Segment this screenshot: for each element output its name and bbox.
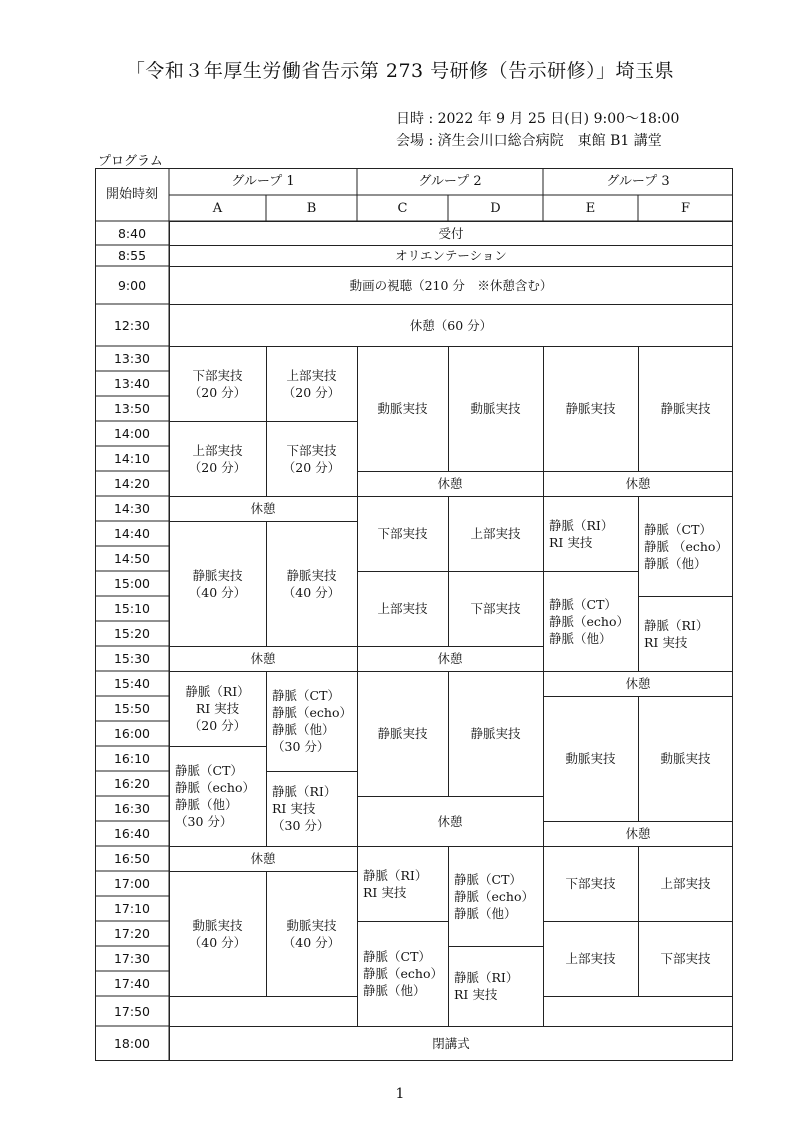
activity-cell-text: 下部実技 <box>565 876 616 891</box>
time-cell <box>95 996 169 1026</box>
activity-cell-text: 静脈（CT） 静脈（echo） 静脈（他） <box>454 871 534 921</box>
time-cell <box>95 746 169 771</box>
activity-cell <box>169 221 733 245</box>
time-cell <box>95 421 169 446</box>
activity-cell <box>357 346 448 471</box>
time-cell-text: 18:00 <box>113 1036 151 1051</box>
activity-cell <box>448 846 543 946</box>
time-cell-text: 14:40 <box>113 526 151 541</box>
activity-cell-text: 休憩 <box>250 651 276 666</box>
time-cell <box>95 946 169 971</box>
time-cell <box>95 971 169 996</box>
activity-cell-text: オリエンテーション <box>395 248 507 263</box>
header-group-1 <box>169 168 357 195</box>
time-cell-text: 16:50 <box>113 851 151 866</box>
activity-cell <box>169 304 733 346</box>
activity-cell-text: 動脈実技 <box>470 401 521 416</box>
time-cell <box>95 546 169 571</box>
page-number: 1 <box>395 1086 405 1102</box>
activity-cell <box>638 596 733 671</box>
activity-cell-text: 上部実技 <box>377 601 428 616</box>
time-cell-text: 15:40 <box>113 676 151 691</box>
date-line: 日時 : 2022 年 9 月 25 日(日) 9:00～18:00 <box>396 111 680 127</box>
activity-cell-text: 静脈（RI） RI 実技 （30 分） <box>272 784 337 833</box>
activity-cell <box>543 346 638 471</box>
time-cell <box>95 796 169 821</box>
activity-cell-text: 休憩 <box>437 813 463 829</box>
time-cell-text: 14:30 <box>113 501 151 516</box>
activity-cell <box>169 346 266 421</box>
activity-cell-text: 上部実技 （20 分） <box>188 442 247 475</box>
activity-cell <box>169 421 266 496</box>
header-column-e <box>543 195 638 221</box>
activity-cell-text: 下部実技 <box>660 951 711 966</box>
activity-cell <box>543 671 733 696</box>
time-cell-text: 13:50 <box>113 401 151 416</box>
time-cell-text: 17:50 <box>113 1003 151 1019</box>
activity-cell <box>543 921 638 996</box>
time-cell <box>95 921 169 946</box>
activity-cell <box>357 571 448 646</box>
header-column-a-text: A <box>212 200 223 216</box>
activity-cell-text: 静脈（RI） RI 実技 <box>644 617 709 650</box>
program-label: プログラム <box>98 154 163 169</box>
time-cell <box>95 821 169 846</box>
header-column-d <box>448 195 543 221</box>
header-column-a <box>169 195 266 221</box>
time-cell-text: 15:10 <box>113 601 151 616</box>
time-cell <box>95 846 169 871</box>
activity-cell-text: 休憩（60 分） <box>409 317 493 333</box>
activity-cell <box>543 846 638 921</box>
activity-cell <box>357 796 543 846</box>
time-cell-text: 15:00 <box>113 576 151 591</box>
activity-cell <box>266 671 357 771</box>
activity-cell <box>638 921 733 996</box>
activity-cell <box>169 521 266 646</box>
activity-cell-text: 静脈（CT） 静脈 （echo） 静脈（他） <box>644 521 728 571</box>
activity-cell-text: 下部実技 （20 分） <box>188 367 247 400</box>
activity-cell-text: 休憩 <box>625 476 651 491</box>
activity-cell <box>169 1026 733 1061</box>
time-cell-text: 13:30 <box>113 351 151 366</box>
activity-cell-text: 休憩 <box>250 501 276 516</box>
activity-cell <box>169 496 357 521</box>
time-cell-text: 15:30 <box>113 651 151 666</box>
activity-cell <box>357 671 448 796</box>
activity-cell <box>169 671 266 746</box>
header-column-d-text: D <box>490 200 501 216</box>
activity-cell <box>169 646 357 671</box>
activity-cell-text: 受付 <box>438 225 464 241</box>
activity-cell <box>169 746 266 846</box>
activity-cell-text: 静脈（CT） 静脈（echo） 静脈（他） <box>363 949 443 998</box>
time-cell-text: 17:30 <box>113 951 151 966</box>
time-cell-text: 15:50 <box>113 701 151 716</box>
activity-cell-text: 閉講式 <box>432 1036 470 1051</box>
activity-cell <box>448 346 543 471</box>
time-cell <box>95 621 169 646</box>
time-cell-text: 16:00 <box>113 726 151 741</box>
time-cell <box>95 671 169 696</box>
time-cell <box>95 221 169 245</box>
activity-cell-text: 動脈実技 <box>377 401 428 416</box>
activity-cell-text: 静脈（RI） RI 実技 <box>549 517 614 550</box>
activity-cell-text: 休憩 <box>437 476 463 491</box>
activity-cell <box>448 496 543 571</box>
activity-cell <box>169 996 357 1026</box>
time-cell-text: 8:40 <box>117 225 147 241</box>
activity-cell <box>266 521 357 646</box>
activity-cell <box>638 846 733 921</box>
activity-cell-text: 静脈（CT） 静脈（echo） 静脈（他） （30 分） <box>272 688 352 754</box>
header-column-f-text: F <box>680 200 691 216</box>
header-group-2-text: グループ 2 <box>418 174 482 189</box>
activity-cell-text: 静脈実技 （40 分） <box>282 567 341 600</box>
time-cell <box>95 571 169 596</box>
activity-cell-text: 上部実技 <box>565 951 616 966</box>
activity-cell-text: 下部実技 <box>377 526 428 541</box>
activity-cell-text: 静脈実技 <box>565 401 616 416</box>
activity-cell-text: 動脈実技 <box>660 751 711 766</box>
activity-cell <box>543 471 733 496</box>
time-cell-text: 15:20 <box>113 626 151 641</box>
activity-cell <box>266 421 357 496</box>
time-cell-text: 16:40 <box>113 826 151 841</box>
activity-cell <box>266 871 357 996</box>
activity-cell-text: 動脈実技 （40 分） <box>188 917 247 950</box>
activity-cell <box>169 871 266 996</box>
header-column-c-text: C <box>397 200 408 216</box>
time-cell-text: 16:20 <box>113 776 151 791</box>
header-group-1-text: グループ 1 <box>231 174 295 189</box>
time-cell <box>95 496 169 521</box>
activity-cell <box>638 696 733 821</box>
header-group-2 <box>357 168 543 195</box>
activity-cell <box>266 771 357 846</box>
activity-cell-text: 休憩 <box>437 651 463 666</box>
activity-cell-text: 上部実技 （20 分） <box>282 367 341 400</box>
activity-cell-text: 動脈実技 <box>565 751 616 766</box>
activity-cell-text: 上部実技 <box>660 876 711 891</box>
time-cell <box>95 896 169 921</box>
time-cell-text: 16:10 <box>113 751 151 766</box>
activity-cell <box>266 346 357 421</box>
activity-cell-text: 静脈（RI） RI 実技 <box>363 867 428 900</box>
activity-cell-text: 静脈（CT） 静脈（echo） 静脈（他） （30 分） <box>175 763 255 829</box>
time-cell <box>95 396 169 421</box>
time-cell <box>95 696 169 721</box>
venue-line: 会場 : 済生会川口総合病院 東館 B1 講堂 <box>396 133 662 149</box>
time-cell <box>95 266 169 304</box>
header-column-b <box>266 195 357 221</box>
activity-cell <box>357 471 543 496</box>
activity-cell <box>543 996 733 1026</box>
time-cell <box>95 771 169 796</box>
time-cell-text: 14:10 <box>113 451 151 466</box>
time-cell <box>95 245 169 266</box>
activity-cell-text: 休憩 <box>250 851 276 866</box>
activity-cell-text: 休憩 <box>625 826 651 841</box>
activity-cell <box>638 346 733 471</box>
activity-cell <box>169 266 733 304</box>
activity-cell-text: 下部実技 <box>470 601 521 616</box>
activity-cell-text: 静脈実技 <box>377 726 428 741</box>
activity-cell <box>543 571 638 671</box>
time-cell-text: 17:00 <box>113 876 151 891</box>
header-start-time-text: 開始時刻 <box>105 187 158 202</box>
time-cell-text: 16:30 <box>113 801 151 816</box>
activity-cell <box>448 946 543 1026</box>
time-cell-text: 14:50 <box>113 551 151 566</box>
time-cell <box>95 596 169 621</box>
time-cell <box>95 446 169 471</box>
time-cell-text: 17:20 <box>113 926 151 941</box>
activity-cell <box>638 496 733 596</box>
activity-cell <box>357 846 448 921</box>
activity-cell <box>169 245 733 266</box>
activity-cell <box>448 571 543 646</box>
activity-cell <box>448 671 543 796</box>
activity-cell-text: 静脈（RI） RI 実技 <box>454 970 519 1002</box>
activity-cell <box>543 821 733 846</box>
activity-cell-text: 静脈実技 <box>470 726 521 741</box>
header-column-e-text: E <box>585 200 596 216</box>
activity-cell <box>357 646 543 671</box>
time-cell <box>95 646 169 671</box>
time-cell <box>95 346 169 371</box>
time-cell-text: 17:10 <box>113 901 151 916</box>
header-column-f <box>638 195 733 221</box>
activity-cell-text: 動脈実技 （40 分） <box>282 917 341 950</box>
time-cell <box>95 471 169 496</box>
activity-cell <box>543 696 638 821</box>
time-cell <box>95 1026 169 1061</box>
activity-cell-text: 静脈実技 （40 分） <box>188 567 247 600</box>
time-cell-text: 8:55 <box>117 248 147 263</box>
activity-cell-text: 動画の視聴（210 分 ※休憩含む） <box>349 277 553 293</box>
activity-cell-text: 静脈（RI） RI 実技 （20 分） <box>185 684 250 733</box>
activity-cell-text: 静脈（CT） 静脈（echo） 静脈（他） <box>549 596 629 646</box>
activity-cell <box>357 496 448 571</box>
time-cell-text: 17:40 <box>113 976 151 991</box>
header-column-c <box>357 195 448 221</box>
header-group-3-text: グループ 3 <box>606 174 670 189</box>
activity-cell-text: 休憩 <box>625 676 651 691</box>
time-cell <box>95 871 169 896</box>
document-title: 「令和３年厚生労働省告示第 273 号研修（告示研修）」埼玉県 <box>125 60 675 82</box>
time-cell-text: 14:20 <box>113 476 151 491</box>
time-cell-text: 13:40 <box>113 376 151 391</box>
time-cell <box>95 521 169 546</box>
header-start-time <box>95 168 169 221</box>
activity-cell-text: 下部実技 （20 分） <box>282 442 341 475</box>
time-cell <box>95 304 169 346</box>
activity-cell-text: 静脈実技 <box>660 401 711 416</box>
time-cell-text: 9:00 <box>117 277 147 293</box>
activity-cell-text: 上部実技 <box>470 526 521 541</box>
time-cell <box>95 721 169 746</box>
header-group-3 <box>543 168 733 195</box>
time-cell-text: 12:30 <box>113 317 151 333</box>
activity-cell <box>543 496 638 571</box>
time-cell-text: 14:00 <box>113 426 151 441</box>
schedule-table <box>95 168 733 1061</box>
header-column-b-text: B <box>306 200 317 216</box>
time-cell <box>95 371 169 396</box>
activity-cell <box>169 846 357 871</box>
activity-cell <box>357 921 448 1026</box>
